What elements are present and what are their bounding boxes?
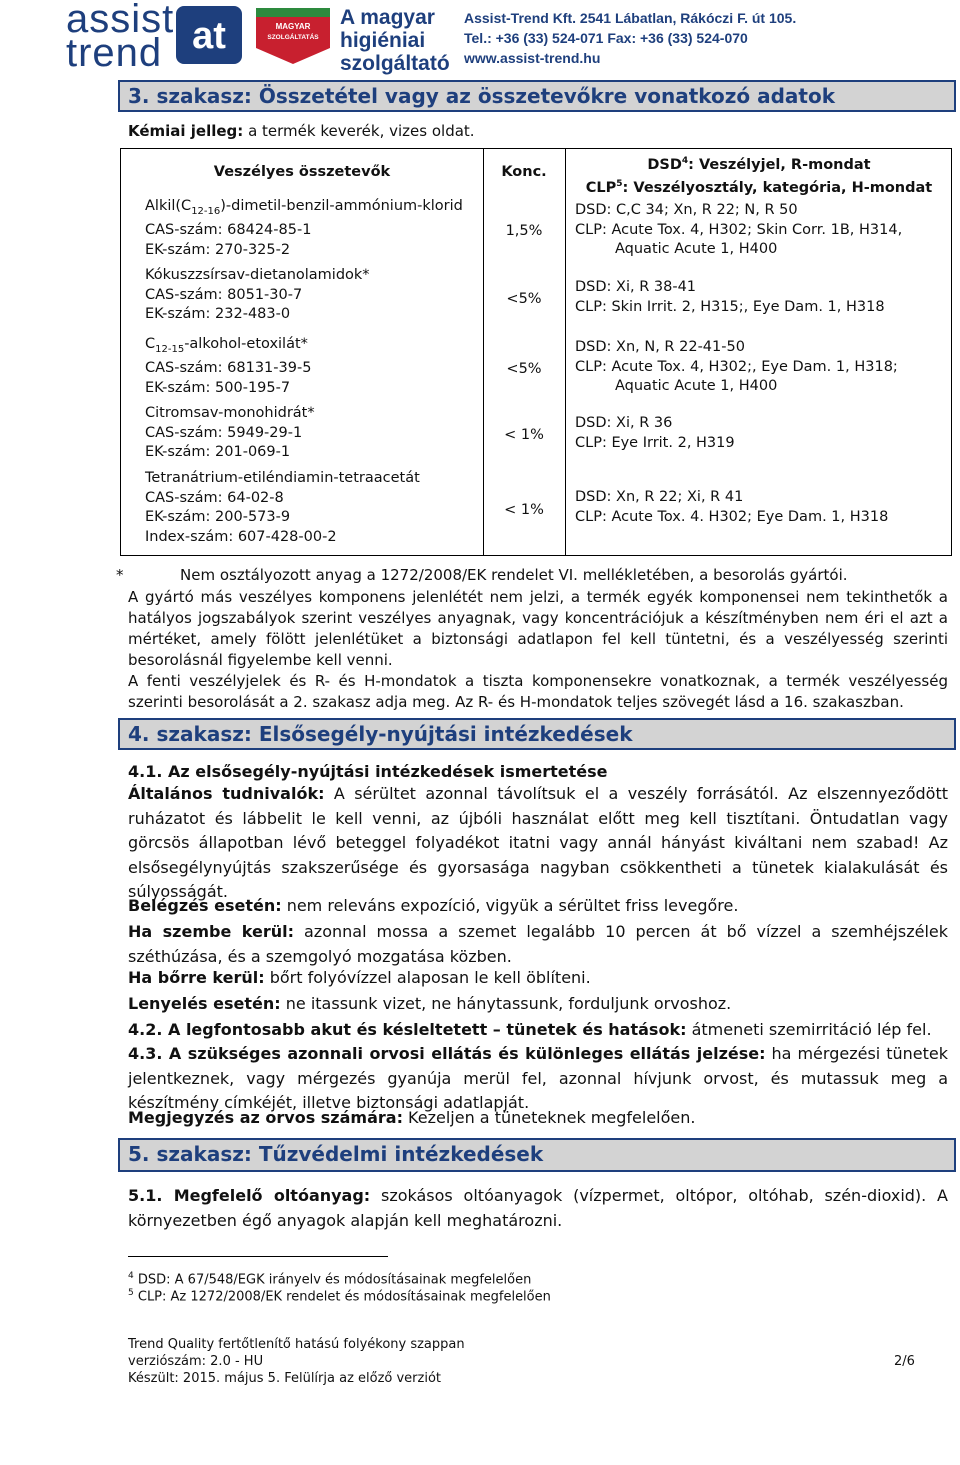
s41-title: 4.1. Az elsősegély-nyújtási intézkedések ismertetése: [128, 762, 608, 781]
conc-value: <5%: [506, 361, 542, 377]
s43-info: 4.3. A szükséges azonnali orvosi ellátás és különleges ellátás jelzése: ha mérgezési tünetek jelentkeznek, vagy mérgezés gyanúja merül fel, azonnal hívjunk orvost, és mutassuk meg a készítmény címkéjét, illetve biztonsági adatlapját.: [128, 1044, 948, 1112]
page-number: 2/6: [894, 1354, 915, 1369]
footer-date: Készült: 2015. május 5. Felülírja az előző verziót: [128, 1371, 442, 1386]
col-header-classification: DSD$^4$: Veszélyjel, R-mondat CLP$^5$: Veszélyosztály, kategória, H-mondat: [585, 156, 933, 197]
note-paragraph-1: A gyártó más veszélyes komponens jelenlétét nem jelzi, a termék egyék komponensei nem tekinthetők a hatályos jogszabályok szerint veszélyes anyagnak, vagy koncentrációjuk a készítményben nem éri el azt a mértéket, amely fölött jelenlétüket a biztonsági adatlapon fel kell tüntetni, és a veszélyesség szerinti besorolásnál figyelembe kell venni.: [128, 588, 948, 669]
star-note: Nem osztályozott anyag a 1272/2008/EK rendelet VI. mellékletében, a besorolás gyártói.: [180, 566, 848, 584]
classification-cell: DSD: C,C 34; Xn, R 22; N, R 50 CLP: Acute Tox. 4, H302; Skin Corr. 1B, H314, Aquatic Acute 1, H400: [575, 202, 903, 257]
at-logo-icon: [176, 6, 242, 64]
section3-heading: [118, 80, 956, 112]
note-paragraph-2: A fenti veszélyjelek és R- és H-mondatok a tiszta komponensekre vonatkoznak, a termék veszélyesség szerinti besorolását a 2. szakasz adja meg. Az R- és H-mondatok teljes szövegét lásd a 16. szakaszban.: [128, 672, 948, 711]
skin-info: Ha bőrre kerül: bőrt folyóvízzel alaposan le kell öblíteni.: [128, 968, 591, 987]
table-row: $Alkil(C_{12-16})-dimetil-benzil-ammónium$-klorid CAS-szám: 68424-85-1 EK-szám: 270-325-2: [145, 198, 463, 258]
conc-value: <5%: [506, 291, 542, 307]
company-phone: Tel.: +36 (33) 524-071 Fax: +36 (33) 524-070: [464, 30, 748, 46]
footnote-5: $^5$ CLP: Az 1272/2008/EK rendelet és módosításainak megfelelően: [128, 1288, 551, 1305]
chemical-nature: [128, 122, 475, 141]
conc-value: 1,5%: [505, 223, 543, 239]
eye-info: Ha szembe kerül: azonnal mossa a szemet legalább 10 percen át bő vízzel a szemhéjszélek széthúzása, és a szemgolyó mozgatása közben.: [128, 922, 948, 966]
mh-line1: A magyar: [340, 6, 435, 29]
magyar-higieniai-text: [340, 6, 450, 75]
mh-line2: higiéniai: [340, 29, 426, 52]
table-row: Kókuszzsírsav-dietanolamidok* CAS-szám: 8051-30-7 EK-szám: 232-483-0: [145, 267, 370, 322]
conc-value: < 1%: [504, 427, 544, 443]
mh-line3: szolgáltató: [340, 52, 450, 75]
ingestion-info: Lenyelés esetén: ne itassunk vizet, ne hánytassunk, forduljunk orvoshoz.: [128, 994, 732, 1013]
general-info: Általános tudnivalók: A sérültet azonnal távolítsuk el a veszély forrásától. Az elszennyeződött ruházatot és lábbelit le kell venni, az újbóli használat előtt meg kell tisztítani. Öntudatlan vagy görcsös állapotban lévő beteggel folyadékot itatni vagy annál hányást kiváltani nem szabad! Az elsősegélynyújtás szakszerűsége és gyorsasága nagyban csökkentheti a tünetek kialakulását és súlyosságát.: [128, 784, 948, 901]
section4-title: 4. szakasz: Elsősegély-nyújtási intézkedések: [128, 722, 633, 746]
inhalation-info: Belégzés esetén: nem releváns expozíció, vigyük a sérültet friss levegőre.: [128, 896, 739, 915]
section4-heading: [118, 718, 956, 750]
classification-cell: DSD: Xn, R 22; Xi, R 41 CLP: Acute Tox. 4. H302; Eye Dam. 1, H318: [575, 489, 889, 525]
svg-text:at: at: [192, 15, 226, 57]
col-header-conc: Konc.: [501, 164, 547, 180]
table-row: Tetranátrium-etiléndiamin-tetraacetát CAS-szám: 64-02-8 EK-szám: 200-573-9 Index-szám: 607-428-00-2: [145, 470, 420, 545]
company-info: [464, 8, 796, 68]
footnote-4: $^4$ DSD: A 67/548/EGK irányelv és módosításainak megfelelően: [128, 1271, 532, 1288]
s51-info: 5.1. Megfelelő oltóanyag: szokásos oltóanyagok (vízpermet, oltópor, oltóhab, szén-dioxid). A környezetben égő anyagok alapján kell meghatározni.: [128, 1186, 948, 1230]
section3-title: 3. szakasz: Összetétel vagy az összetevőkre vonatkozó adatok: [128, 84, 836, 108]
classification-cell: DSD: Xi, R 38-41 CLP: Skin Irrit. 2, H315;, Eye Dam. 1, H318: [575, 279, 885, 315]
classification-cell: DSD: Xn, N, R 22-41-50 CLP: Acute Tox. 4, H302;, Eye Dam. 1, H318; Aquatic Acute 1, H400: [575, 339, 898, 394]
company-website: www.assist-trend.hu: [464, 50, 601, 66]
svg-text:MAGYAR: MAGYAR: [275, 22, 311, 31]
table-row: Citromsav-monohidrát* CAS-szám: 5949-29-1 EK-szám: 201-069-1: [145, 405, 315, 460]
section5-heading: [118, 1138, 956, 1172]
company-address: Assist-Trend Kft. 2541 Lábatlan, Rákóczi F. út 105.: [464, 10, 797, 26]
col-header-components: Veszélyes összetevők: [213, 164, 391, 180]
section5-title: 5. szakasz: Tűzvédelmi intézkedések: [128, 1142, 544, 1166]
svg-text:SZOLGÁLTATÁS: SZOLGÁLTATÁS: [267, 34, 319, 41]
chem-label: Kémiai jelleg:: [128, 122, 244, 140]
doctor-note: Megjegyzés az orvos számára: Kezeljen a tüneteknek megfelelően.: [128, 1108, 696, 1127]
assist-trend-logo: [66, 0, 184, 75]
footnote-divider: [128, 1256, 388, 1257]
footer-version: verziószám: 2.0 - HU: [128, 1354, 264, 1369]
footer-product: Trend Quality fertőtlenítő hatású folyékony szappan: [128, 1337, 465, 1352]
conc-value: < 1%: [504, 502, 544, 518]
s42-info: 4.2. A legfontosabb akut és késleltetett – tünetek és hatások: átmeneti szemirritáció lép fel.: [128, 1020, 932, 1039]
chem-value: a termék keverék, vizes oldat.: [243, 122, 475, 140]
table-row: $C_{12-15}-alkohol-etoxilát*$ CAS-szám: 68131-39-5 EK-szám: 500-195-7: [145, 336, 312, 396]
classification-cell: DSD: Xi, R 36 CLP: Eye Irrit. 2, H319: [575, 415, 735, 451]
magyar-szolgaltatas-badge-icon: [254, 6, 332, 66]
logo-text-trend: trend: [66, 31, 163, 75]
logo-text-assist: assist: [66, 0, 175, 41]
composition-table: [120, 148, 952, 556]
star-marker: *: [116, 566, 124, 584]
